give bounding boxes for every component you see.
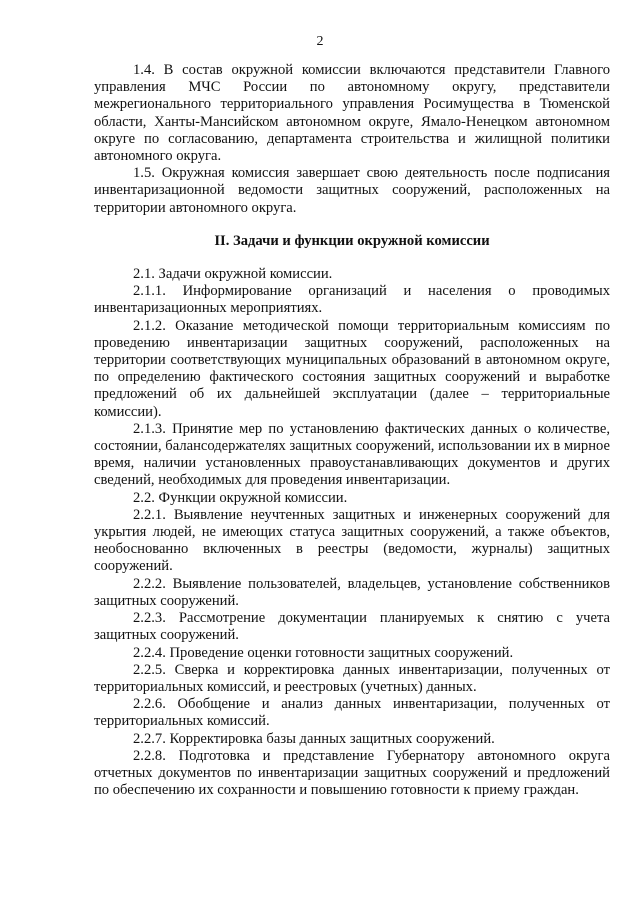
paragraph-2-2-6: 2.2.6. Обобщение и анализ данных инвентаризации, полученных от территориальных комиссий.	[94, 696, 610, 730]
paragraph-2-2-7: 2.2.7. Корректировка базы данных защитных сооружений.	[133, 730, 495, 747]
paragraph-1-5: 1.5. Окружная комиссия завершает свою деятельность после подписания инвентаризационной ведомости защитных сооружений, расположенных на территории автономного округа.	[94, 165, 610, 216]
paragraph-2-1-2: 2.1.2. Оказание методической помощи территориальным комиссиям по проведению инвентаризации защитных сооружений, расположенных на территории соответствующих муниципальных образований в автономном округе, по определению фактического состояния защитных сооружений и выработке предложений об их дальнейшей эксплуатации (далее – территориальные комиссии).	[94, 317, 610, 420]
paragraph-1-4: 1.4. В состав окружной комиссии включаются представители Главного управления МЧС России по автономному округу, представители межрегионального территориального управления Росимущества в Тюменской области, Ханты-Мансийском автономном округе, Ямало-Ненецком автономном округе по согласованию, департамента строительства и жилищной политики автономного округа.	[94, 62, 610, 165]
paragraph-2-1: 2.1. Задачи окружной комиссии.	[133, 266, 333, 283]
paragraph-2-2-2: 2.2.2. Выявление пользователей, владельцев, установление собственников защитных сооружений.	[94, 575, 610, 609]
page-number: 2	[316, 34, 324, 49]
paragraph-2-2-1: 2.2.1. Выявление неучтенных защитных и инженерных сооружений для укрытия людей, не имеющих статуса защитных сооружений, а также объектов, необоснованно включенных в реестры (ведомости, журналы) защитных сооружений.	[94, 506, 610, 575]
paragraph-2-2-4: 2.2.4. Проведение оценки готовности защитных сооружений.	[133, 644, 514, 661]
paragraph-2-2-5: 2.2.5. Сверка и корректировка данных инвентаризации, полученных от территориальных комиссий, и реестровых (учетных) данных.	[94, 661, 610, 695]
paragraph-2-1-3: 2.1.3. Принятие мер по установлению фактических данных о количестве, состоянии, балансодержателях защитных сооружений, использовании их в мирное время, наличии установленных правоустанавливающих документов и других сведений, необходимых для проведения инвентаризации.	[94, 420, 610, 489]
document-body	[94, 62, 610, 799]
paragraph-2-2: 2.2. Функции окружной комиссии.	[133, 489, 348, 506]
section-heading: II. Задачи и функции окружной комиссии	[214, 232, 490, 249]
paragraph-2-2-8: 2.2.8. Подготовка и представление Губернатору автономного округа отчетных документов по инвентаризации защитных сооружений и предложений по обеспечению их сохранности и повышению готовности к приему граждан.	[94, 747, 610, 799]
paragraph-2-1-1: 2.1.1. Информирование организаций и населения о проводимых инвентаризационных мероприятиях.	[94, 283, 610, 317]
paragraph-2-2-3: 2.2.3. Рассмотрение документации планируемых к снятию с учета защитных сооружений.	[94, 610, 610, 644]
